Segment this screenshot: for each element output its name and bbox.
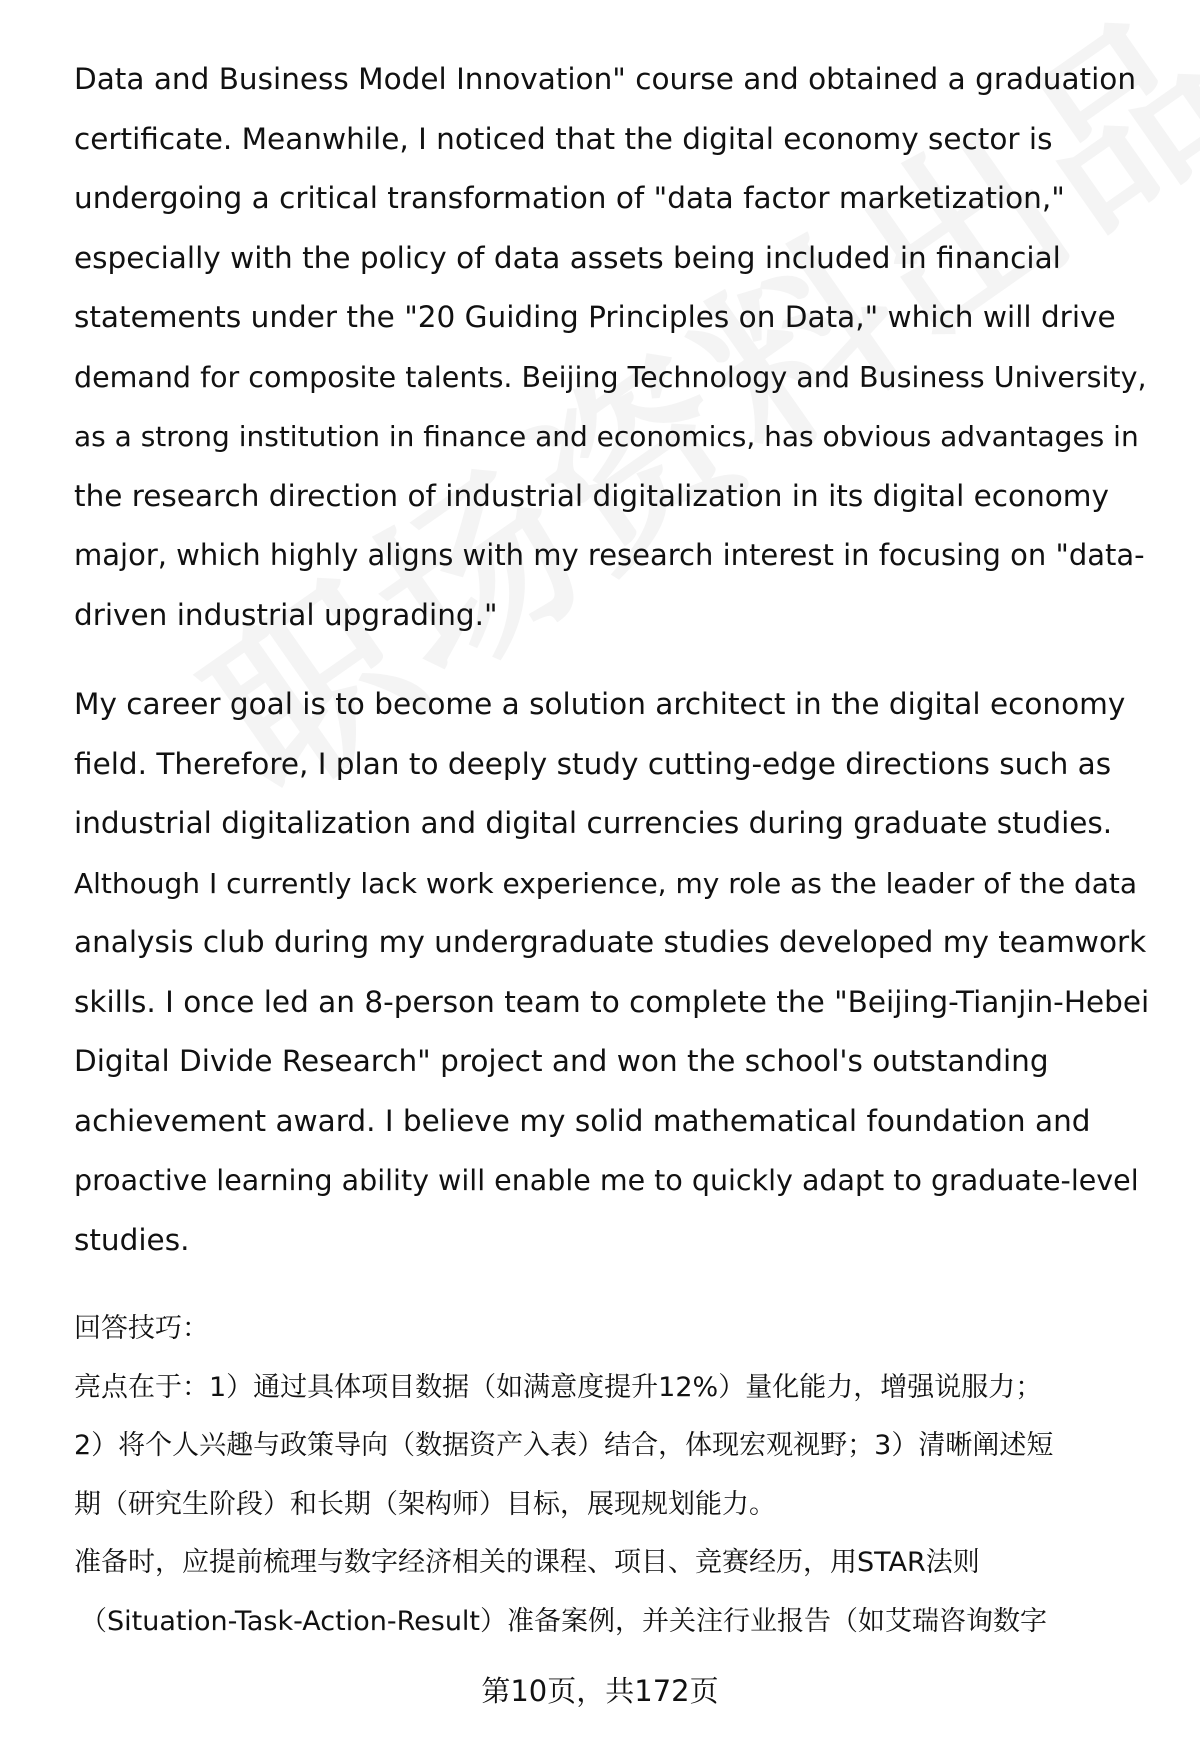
text-line: the research direction of industrial digitalization in its digital economy [74, 478, 1110, 513]
paragraph-motivation [74, 50, 1154, 645]
text-line: My career goal is to become a solution architect in the digital economy [74, 687, 1126, 721]
text-line: certificate. Meanwhile, I noticed that the digital economy sector is [74, 121, 1053, 156]
paragraph-career-goal [74, 675, 1154, 1270]
text-line: Data and Business Model Innovation" course and obtained a graduation [74, 62, 1137, 96]
text-line: Digital Divide Research" project and won the school's outstanding [74, 1044, 1049, 1078]
text-line: statements under the "20 Guiding Principles on Data," which will drive [74, 300, 1116, 334]
text-line: Although I currently lack work experience, my role as the leader of the data [74, 866, 1138, 900]
text-line: undergoing a critical transformation of "data factor marketization," [74, 181, 1065, 215]
text-line: analysis club during my undergraduate studies developed my teamwork [74, 925, 1147, 959]
text-line: as a strong institution in finance and economics, has obvious advantages in [74, 420, 1139, 453]
tips-line: （Situation-Task-Action-Result）准备案例，并关注行业报告（如艾瑞咨询数字 [80, 1605, 1048, 1637]
text-line: major, which highly aligns with my research interest in focusing on "data- [74, 538, 1145, 572]
page-number-footer: 第10页，共172页 [481, 1674, 719, 1708]
tips-line: 2）将个人兴趣与政策导向（数据资产入表）结合，体现宏观视野；3）清晰阐述短 [74, 1430, 1054, 1461]
page-content [74, 50, 1154, 1651]
tips-line: 期（研究生阶段）和长期（架构师）目标，展现规划能力。 [74, 1488, 776, 1520]
text-line: proactive learning ability will enable me to quickly adapt to graduate-level [74, 1164, 1139, 1197]
text-line: driven industrial upgrading." [74, 597, 498, 632]
text-line: achievement award. I believe my solid mathematical foundation and [74, 1103, 1091, 1138]
tips-heading: 回答技巧： [74, 1313, 209, 1344]
text-line: especially with the policy of data assets being included in financial [74, 240, 1061, 275]
tips-line: 准备时，应提前梳理与数字经济相关的课程、项目、竞赛经历，用STAR法则 [74, 1547, 980, 1578]
answer-tips [74, 1300, 1154, 1651]
tips-line: 亮点在于：1）通过具体项目数据（如满意度提升12%）量化能力，增强说服力； [74, 1371, 1043, 1403]
text-line: demand for composite talents. Beijing Technology and Business University, [74, 360, 1147, 394]
text-line: studies. [74, 1222, 190, 1257]
text-line: field. Therefore, I plan to deeply study cutting-edge directions such as [74, 746, 1112, 781]
text-line: skills. I once led an 8-person team to complete the "Beijing-Tianjin-Hebei [74, 984, 1150, 1019]
text-line: industrial digitalization and digital currencies during graduate studies. [74, 806, 1113, 840]
